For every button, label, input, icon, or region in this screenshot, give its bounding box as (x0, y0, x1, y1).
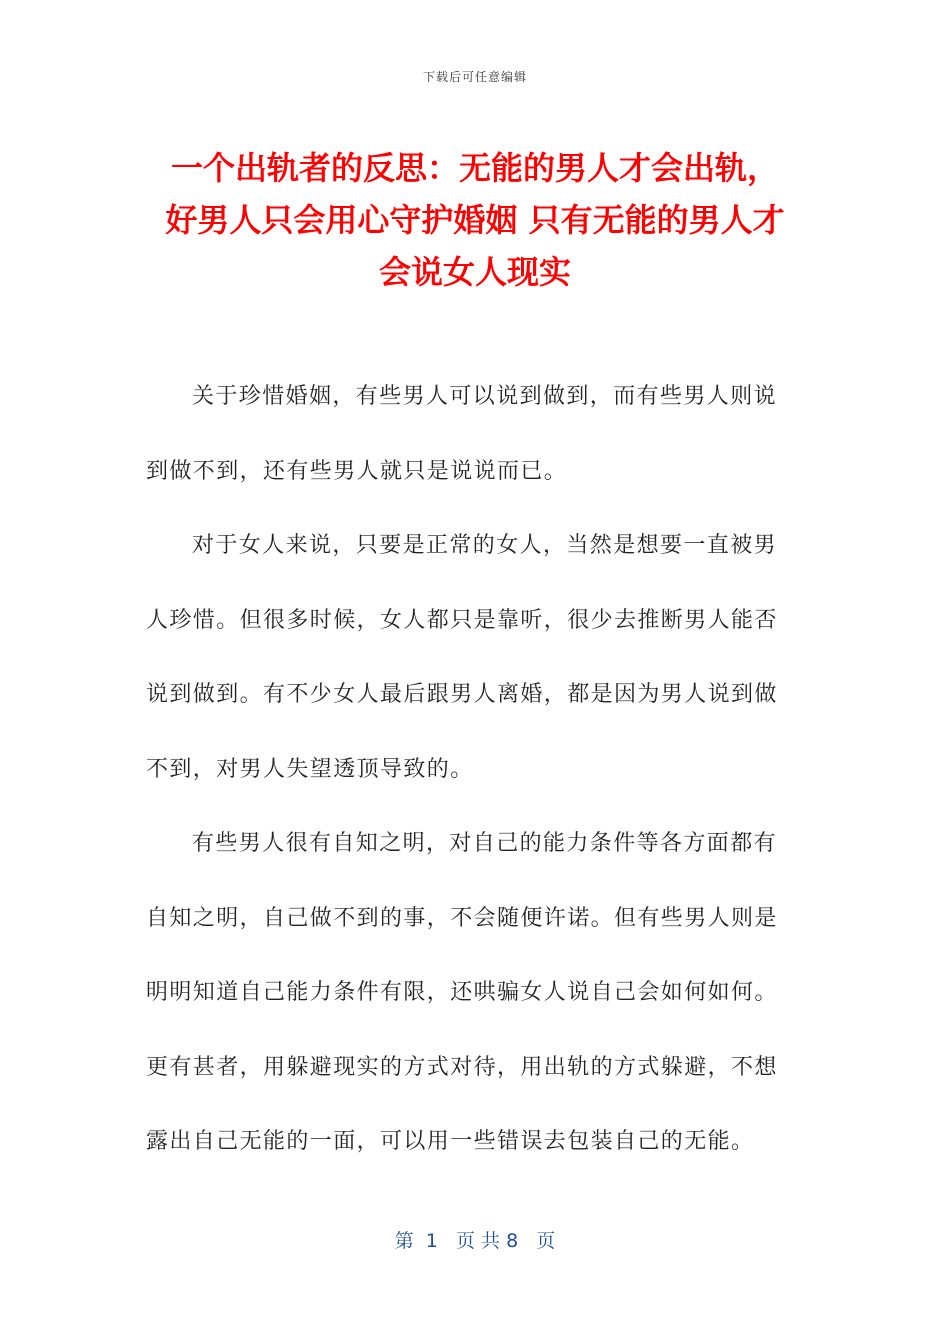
document-body (146, 360, 796, 1180)
title-line-1: 一个出轨者的反思：无能的男人才会出轨， (170, 149, 779, 187)
paragraph-2: 对于女人来说，只要是正常的女人，当然是想要一直被男人珍惜。但很多时候，女人都只是靠听，很少去推断男人能否说到做到。有不少女人最后跟男人离婚，都是因为男人说到做不到，对男人失望透顶导致的。 (146, 533, 778, 782)
paragraph-3: 有些男人很有自知之明，对自己的能力条件等各方面都有自知之明，自己做不到的事，不会随便许诺。但有些男人则是明明知道自己能力条件有限，还哄骗女人说自己会如何如何。更有甚者，用躲避现实的方式对待，用出轨的方式躲避，不想露出自己无能的一面，可以用一些错误去包装自己的无能。 (146, 831, 778, 1154)
title-line-3: 会说女人现实 (378, 253, 571, 291)
title-line-2: 好男人只会用心守护婚姻 只有无能的男人才 (165, 201, 785, 239)
document-title (120, 142, 830, 298)
page-number: 第 1 页 共 8 页 (394, 1230, 556, 1252)
header-note: 下载后可任意编辑 (422, 70, 527, 84)
paragraph-1: 关于珍惜婚姻，有些男人可以说到做到，而有些男人则说到做不到，还有些男人就只是说说而已。 (146, 384, 778, 484)
